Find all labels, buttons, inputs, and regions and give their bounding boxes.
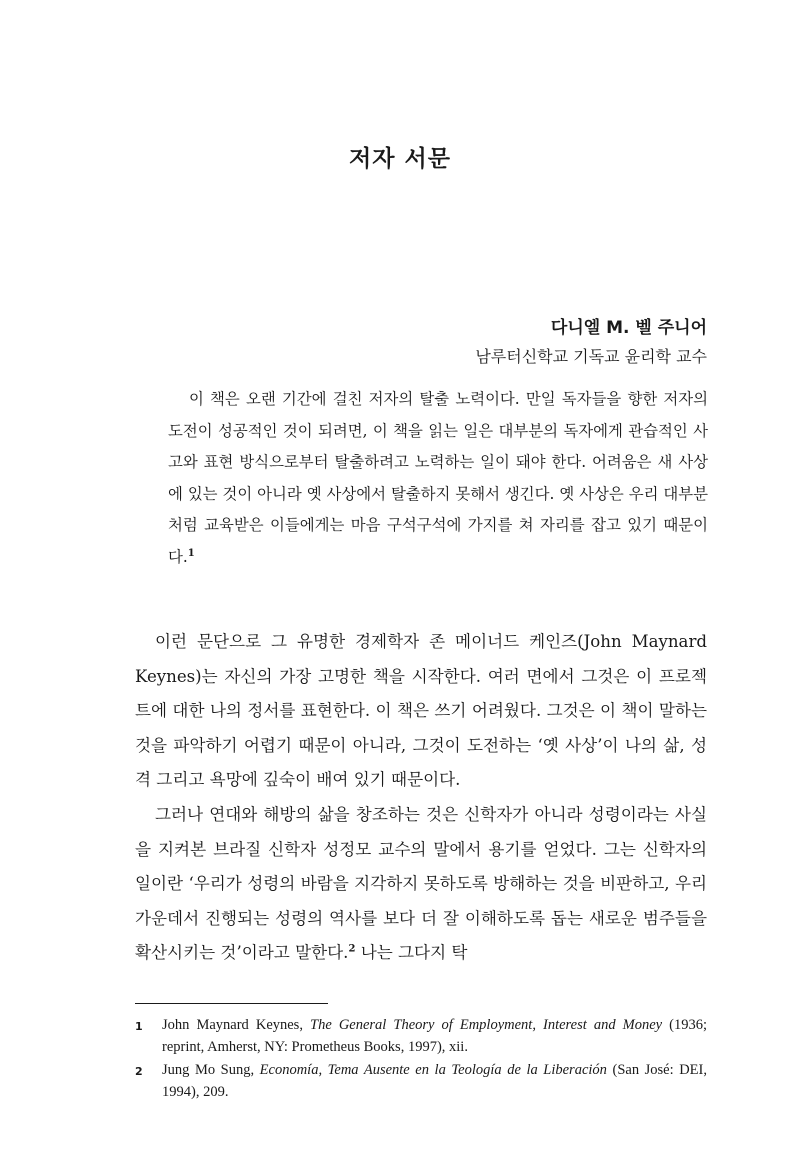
footnote-ref-1: 1 [187,547,195,559]
footnote-publication: (San José: DEI, 1994), 209. [162,1062,707,1100]
footnote-book-title: Economía, Tema Ausente en la Teología de la Liberación [259,1062,607,1078]
epigraph-text: 이 책은 오랜 기간에 걸친 저자의 탈출 노력이다. 만일 독자들을 향한 저자의 도전이 성공적인 것이 되려면, 이 책을 읽는 일은 대부분의 독자에게 관습적인 사고와 표현 방식으로부터 탈출하려고 노력하는 일이 돼야 한다. 어려움은 새 사상에 있는 것이 아니라 옛 사상에서 탈출하지 못해서 생긴다. 옛 사상은 우리 대부분처럼 교육받은 이들에게는 마음 구석구석에 가지를 쳐 자리를 잡고 있기 때문이다. [168,390,708,566]
footnote-divider [135,1003,328,1004]
footnote-ref-2: 2 [348,943,356,955]
footnote-number: 2 [135,1065,143,1078]
author-affiliation: 남루터신학교 기독교 윤리학 교수 [475,347,707,366]
body-text [135,625,707,971]
chapter-title: 저자 서문 [349,146,451,172]
body-paragraph-2-text: 그러나 연대와 해방의 삶을 창조하는 것은 신학자가 아니라 성령이라는 사실을 지켜본 브라질 신학자 성정모 교수의 말에서 용기를 얻었다. 그는 신학자의 일이란 ‘우리가 성령의 바람을 지각하지 못하도록 방해하는 것을 비판하고, 우리 가운데서 진행되는 성령의 역사를 보다 더 잘 이해하도록 돕는 새로운 범주들을 확산시키는 것’이라고 말한다. [135,804,707,963]
footnote-number: 1 [135,1020,143,1033]
footnote-1 [135,1014,707,1058]
epigraph-quote [168,384,708,573]
footnote-author: John Maynard Keynes, [162,1017,311,1033]
footnote-text [162,1014,707,1058]
body-paragraph-1: 이런 문단으로 그 유명한 경제학자 존 메이너드 케인즈(John Maynard Keynes)는 자신의 가장 고명한 책을 시작한다. 여러 면에서 그것은 이 프로젝트에 대한 나의 정서를 표현한다. 이 책은 쓰기 어려웠다. 그것은 이 책이 말하는 것을 파악하기 어렵기 때문이 아니라, 그것이 도전하는 ‘옛 사상’이 나의 삶, 성격 그리고 욕망에 깊숙이 배여 있기 때문이다. [135,632,707,790]
body-paragraph-2 [135,798,707,971]
author-name: 다니엘 M. 벨 주니어 [550,318,707,338]
body-paragraph-2-tail: 나는 그다지 탁 [355,943,468,963]
footnote-book-title: The General Theory of Employment, Interest and Money [310,1017,663,1033]
footnotes [135,1014,707,1104]
footnote-author: Jung Mo Sung, [162,1062,260,1078]
footnote-2 [135,1059,707,1103]
footnote-text [162,1059,707,1103]
footnote-publication: (1936; reprint, Amherst, NY: Prometheus Books, 1997), xii. [162,1017,707,1055]
